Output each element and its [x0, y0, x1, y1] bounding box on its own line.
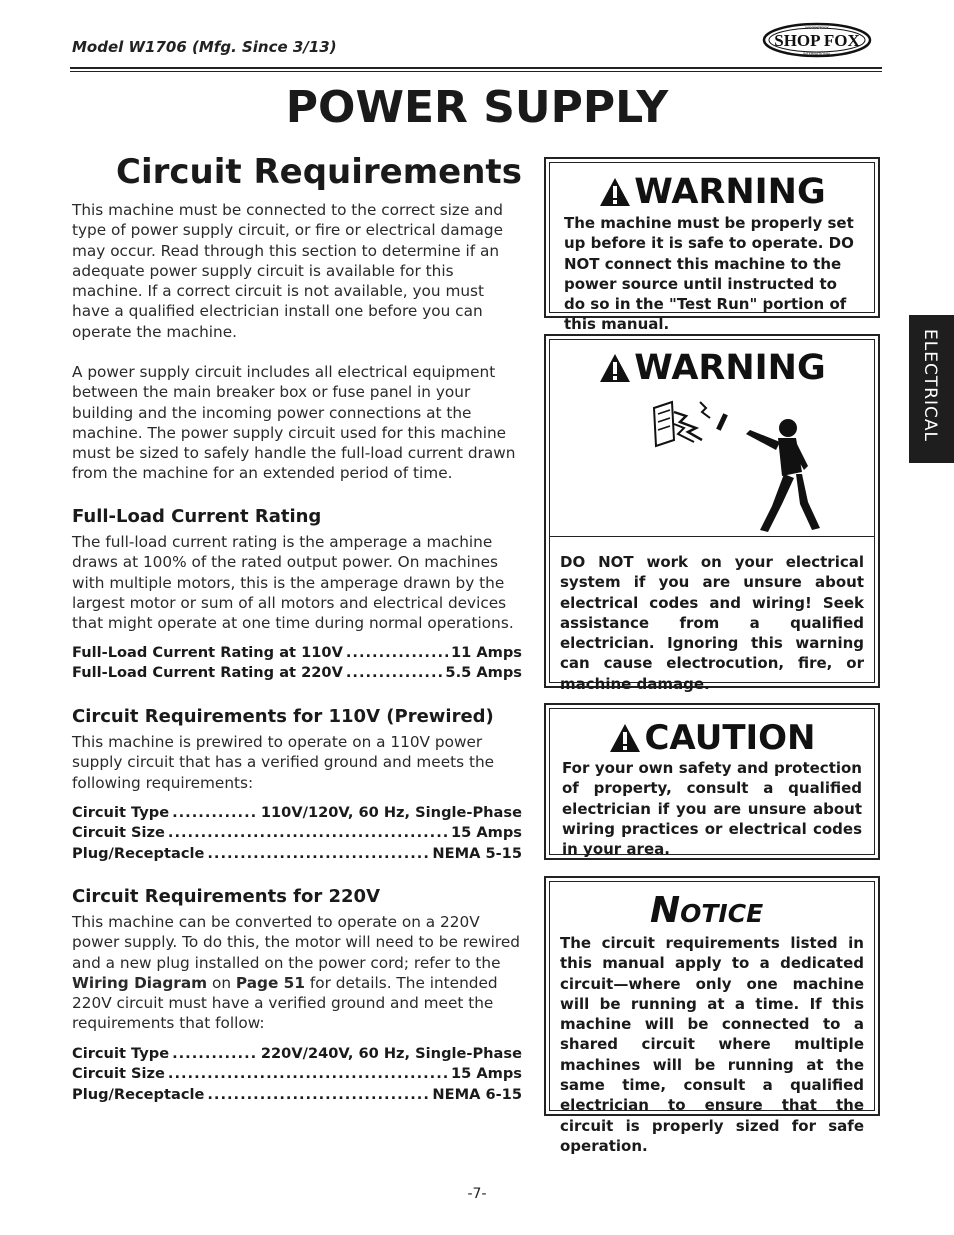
svg-text:INTERNATIONAL: INTERNATIONAL: [802, 52, 832, 56]
shop-fox-logo: [762, 22, 872, 58]
req-110-text: This machine is prewired to operate on a 110V power supply circuit that has a verified ground and meets the following requirements:: [72, 733, 495, 792]
svg-text:SHOP FOX: SHOP FOX: [774, 31, 860, 50]
model-header: Model W1706 (Mfg. Since 3/13): [72, 38, 337, 56]
warning-text: DO NOT work on your electrical system if you are unsure about electrical codes and wiring! Seek assistance from a qualified electrician. Ignoring this warning can cause electrocution, fire, or machine damage.: [560, 553, 864, 693]
warning-box-electrical: [544, 334, 880, 693]
spec-row: Plug/Receptacle ..... NEMA 6-15: [72, 1085, 522, 1105]
section-side-tab: ELECTRICAL: [909, 315, 954, 463]
divider: [550, 536, 874, 537]
header-rule: [70, 67, 882, 69]
page-reference: Page 51: [235, 973, 305, 992]
warning-signal-word: WARNING: [550, 173, 874, 211]
spec-row: Circuit Size ..... 15 Amps: [72, 823, 522, 843]
req-220-heading: Circuit Requirements for 220V: [72, 886, 381, 907]
header-rule-thin: [70, 71, 882, 72]
caution-text: For your own safety and protection of property, consult a qualified electrician if you are unsure about wiring practices or electrical codes in your area.: [562, 759, 862, 859]
section-title: Circuit Requirements: [116, 152, 522, 192]
caution-signal-word: CAUTION: [550, 719, 874, 757]
spec-row: Full-Load Current Rating at 220V ..... 5.5 Amps: [72, 663, 522, 683]
page-title: POWER SUPPLY: [285, 82, 669, 133]
warning-text: The machine must be properly set up before it is safe to operate. DO NOT connect this machine to the power source until instructed to do so in the "Test Run" portion of this manual.: [564, 214, 854, 334]
spec-row: Circuit Type ..... 220V/240V, 60 Hz, Single-Phase: [72, 1044, 522, 1064]
req-110-heading: Circuit Requirements for 110V (Prewired): [72, 706, 494, 727]
electrocution-illustration: [550, 394, 874, 536]
warning-signal-word: WARNING: [550, 348, 874, 388]
spec-row: Circuit Type ..... 110V/120V, 60 Hz, Single-Phase: [72, 803, 522, 823]
full-load-spec-table: [72, 643, 522, 684]
notice-text: The circuit requirements listed in this manual apply to a dedicated circuit—where only one machine will be running at a time. If this machine will be connected to a shared circuit where multiple machines will be running at the same time, consult a qualified electrician to ensure that the circuit is properly sized for safe operation.: [560, 934, 864, 1155]
warning-box-setup: [544, 157, 880, 334]
req-220-spec-table: [72, 1044, 522, 1105]
notice-box: [544, 876, 880, 1155]
req-220-text: This machine can be converted to operate on a 220V power supply. To do this, the motor will need to be rewired and a new plug installed on the power cord; refer to the Wiring Diagram on Page 51 for details. The intended 220V circuit must have a verified ground and meet the requirements that follow:: [72, 913, 520, 1033]
full-load-heading: Full-Load Current Rating: [72, 506, 322, 527]
spec-row: Circuit Size ..... 15 Amps: [72, 1064, 522, 1084]
caution-box: [544, 703, 880, 860]
notice-signal-word: Notice: [650, 890, 764, 931]
svg-text:WOODSTOCK: WOODSTOCK: [805, 26, 829, 30]
intro-paragraph-2: A power supply circuit includes all electrical equipment between the main breaker box or fuse panel in your building and the incoming power connections at the machine. The power supply circuit used for this machine must be sized to safely handle the full-load current drawn from the machine for an extended period of time.: [72, 363, 516, 483]
caution-triangle-icon: [608, 722, 642, 754]
full-load-text: The full-load current rating is the amperage a machine draws at 100% of the rated output power. On machines with multiple motors, this is the amperage drawn by the largest motor or sum of all motors and electrical devices that might operate at one time during normal operations.: [72, 533, 514, 633]
warning-triangle-icon: [598, 352, 632, 384]
warning-triangle-icon: [598, 176, 632, 208]
spec-row: Full-Load Current Rating at 110V ..... 11 Amps: [72, 643, 522, 663]
page-number: -7-: [467, 1186, 487, 1202]
spec-row: Plug/Receptacle ..... NEMA 5-15: [72, 844, 522, 864]
req-110-spec-table: [72, 803, 522, 864]
wiring-diagram-reference: Wiring Diagram: [72, 973, 208, 992]
intro-paragraph-1: This machine must be connected to the correct size and type of power supply circuit, or fire or electrical damage may occur. Read through this section to determine if an adequate power supply circuit is available for this machine. If a correct circuit is not available, you must have a qualified electrician install one before you can operate the machine.: [72, 201, 504, 341]
